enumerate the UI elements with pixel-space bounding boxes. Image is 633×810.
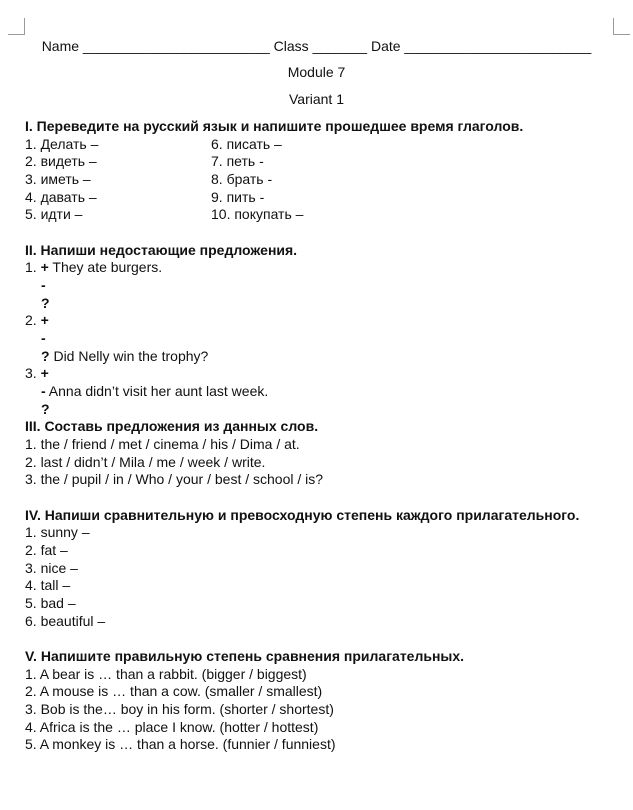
crop-mark-right	[613, 18, 630, 35]
list-item: 6. beautiful –	[25, 613, 106, 629]
section-4-title: IV. Напиши сравнительную и превосходную степень каждого прилагательного.	[25, 507, 580, 523]
plus-mark: +	[40, 365, 49, 381]
sentence-text: Anna didn’t visit her aunt last week.	[45, 383, 269, 399]
item-number: 3.	[25, 365, 37, 381]
minus-mark: -	[41, 330, 46, 346]
name-class-date-line: Name ________________________ Class _______ Date ________________________	[41, 38, 592, 54]
item-number: 1.	[25, 259, 37, 275]
list-item: 10. покупать –	[211, 206, 304, 222]
list-item	[25, 364, 49, 382]
list-item: 5. bad –	[25, 595, 76, 611]
sentence-text: They ate burgers.	[48, 259, 163, 275]
list-item	[25, 311, 49, 329]
list-item: 4. давать –	[25, 189, 97, 205]
list-item	[25, 258, 162, 276]
section-3-title: III. Составь предложения из данных слов.	[25, 418, 319, 434]
list-item: 2. видеть –	[25, 153, 97, 169]
plus-mark: +	[40, 312, 49, 328]
list-item: 3. the / pupil / in / Who / your / best / school / is?	[25, 471, 324, 487]
list-item: 5. A monkey is … than a horse. (funnier / funniest)	[25, 736, 336, 752]
section-5-title: V. Напишите правильную степень сравнения прилагательных.	[25, 648, 465, 664]
list-item: 4. Africa is the … place I know. (hotter / hottest)	[25, 719, 319, 735]
question-mark: ?	[41, 295, 50, 311]
question-mark: ?	[41, 401, 50, 417]
list-item: 3. иметь –	[25, 171, 91, 187]
item-number: 2.	[25, 312, 37, 328]
list-item: 8. брать -	[211, 171, 273, 187]
variant-title: Variant 1	[289, 91, 344, 107]
list-item: 9. пить -	[211, 189, 265, 205]
list-item: 3. Bob is the… boy in his form. (shorter / shortest)	[25, 701, 334, 717]
sentence-text: Did Nelly win the trophy?	[49, 348, 209, 364]
minus-mark: -	[41, 277, 46, 293]
list-item: 2. A mouse is … than a cow. (smaller / smallest)	[25, 683, 323, 699]
minus-mark: -	[41, 383, 46, 399]
list-item	[41, 382, 268, 400]
list-item: 2. fat –	[25, 542, 68, 558]
section-2-title: II. Напиши недостающие предложения.	[25, 242, 298, 258]
plus-mark: +	[40, 259, 49, 275]
question-mark: ?	[41, 348, 50, 364]
list-item: 2. last / didn’t / Mila / me / week / write.	[25, 454, 266, 470]
section-1-title: I. Переведите на русский язык и напишите прошедшее время глаголов.	[25, 118, 524, 134]
list-item: 1. A bear is … than a rabbit. (bigger / biggest)	[25, 666, 307, 682]
list-item: 1. sunny –	[25, 524, 90, 540]
list-item: 5. идти –	[25, 206, 83, 222]
list-item	[41, 347, 208, 365]
list-item: 1. Делать –	[25, 136, 99, 152]
list-item: 6. писать –	[211, 136, 282, 152]
crop-mark-left	[8, 18, 25, 35]
list-item: 1. the / friend / met / cinema / his / Dima / at.	[25, 436, 300, 452]
list-item: 4. tall –	[25, 577, 71, 593]
list-item: 3. nice –	[25, 560, 78, 576]
module-title: Module 7	[287, 64, 346, 80]
list-item: 7. петь -	[211, 153, 264, 169]
